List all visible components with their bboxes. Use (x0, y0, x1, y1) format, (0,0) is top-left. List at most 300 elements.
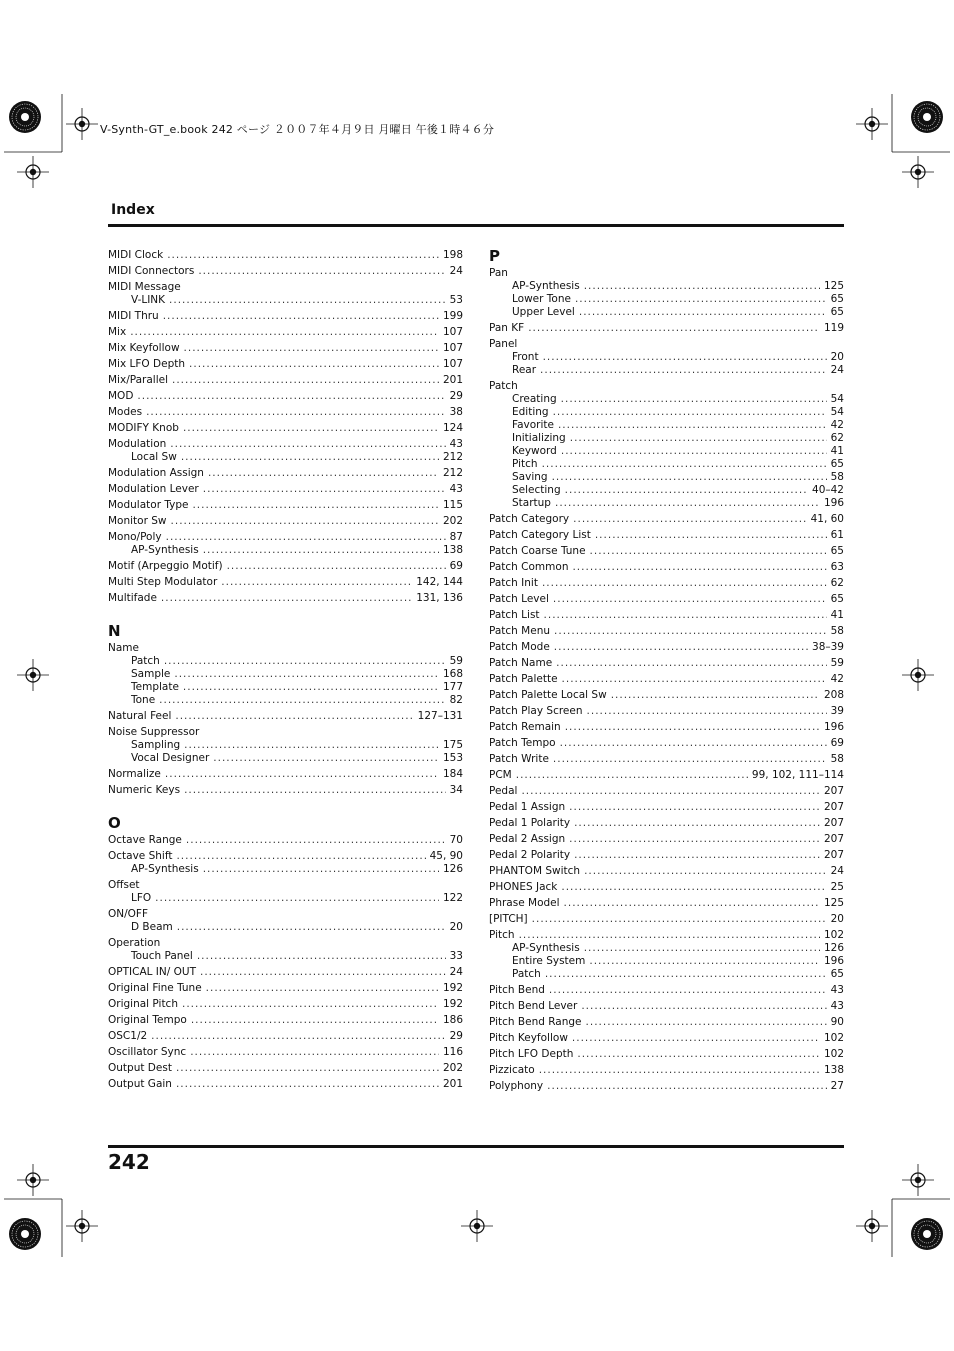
index-subentry (108, 950, 463, 962)
dot-leader (540, 364, 827, 376)
dot-leader (167, 249, 439, 261)
index-page-ref: 124 (442, 422, 463, 434)
index-page-ref: 131, 136 (416, 592, 463, 604)
dot-leader (197, 950, 446, 962)
index-term: Panel (489, 338, 518, 350)
index-entry (108, 265, 463, 277)
page-number: 242 (108, 1150, 150, 1174)
index-page-ref: 63 (830, 561, 844, 573)
index-entry (108, 326, 463, 338)
index-page-ref: 196 (823, 955, 844, 967)
index-term: Saving (512, 471, 548, 483)
index-term: PHONES Jack (489, 881, 558, 893)
index-page-ref: 142, 144 (416, 576, 463, 588)
dot-leader (584, 865, 827, 877)
index-entry (489, 322, 844, 334)
index-page-ref: 27 (830, 1080, 844, 1092)
index-page-ref: 20 (830, 351, 844, 363)
index-entry (489, 593, 844, 605)
index-term: Patch Name (489, 657, 553, 669)
dot-leader (146, 406, 446, 418)
index-page-ref: 102 (823, 1048, 844, 1060)
index-term: Sampling (131, 739, 181, 751)
section-title: Index (111, 202, 155, 218)
index-term: Original Pitch (108, 998, 178, 1010)
index-term: Patch Menu (489, 625, 551, 637)
index-entry (108, 834, 463, 846)
dot-leader (198, 265, 445, 277)
dot-leader (561, 881, 826, 893)
index-entry (489, 881, 844, 893)
index-term: Touch Panel (131, 950, 193, 962)
dot-leader (189, 358, 439, 370)
index-term: Keyword (512, 445, 557, 457)
header-rule (108, 224, 844, 227)
index-term: Upper Level (512, 306, 575, 318)
dot-leader (574, 849, 820, 861)
index-term: Multi Step Modulator (108, 576, 218, 588)
dot-leader (164, 655, 446, 667)
index-term: ON/OFF (108, 908, 149, 920)
index-term: MIDI Clock (108, 249, 164, 261)
dot-leader (589, 955, 820, 967)
index-entry (108, 531, 463, 543)
index-page-ref: 59 (449, 655, 463, 667)
index-entry (108, 998, 463, 1010)
index-entry (108, 1046, 463, 1058)
index-entry (489, 865, 844, 877)
index-page-ref: 201 (442, 1078, 463, 1090)
index-entry (108, 467, 463, 479)
index-page-ref: 54 (830, 406, 844, 418)
dot-leader (611, 689, 820, 701)
index-page-ref: 207 (823, 817, 844, 829)
index-entry (108, 358, 463, 370)
dot-leader (553, 593, 827, 605)
index-subentry (108, 739, 463, 751)
index-term: Polyphony (489, 1080, 544, 1092)
index-page-ref: 65 (830, 306, 844, 318)
index-term: Initializing (512, 432, 566, 444)
index-term: Modulation (108, 438, 167, 450)
index-page-ref: 192 (442, 998, 463, 1010)
index-entry (108, 310, 463, 322)
index-term: Front (512, 351, 539, 363)
dot-leader (184, 739, 439, 751)
index-page-ref: 53 (449, 294, 463, 306)
index-entry (108, 879, 463, 891)
index-term: [PITCH] (489, 913, 528, 925)
index-page-ref: 207 (823, 833, 844, 845)
index-subentry (489, 419, 844, 431)
index-page-ref: 212 (442, 467, 463, 479)
index-subentry (108, 655, 463, 667)
index-term: Offset (108, 879, 140, 891)
index-term: PHANTOM Switch (489, 865, 581, 877)
index-subentry (489, 968, 844, 980)
index-page-ref: 212 (442, 451, 463, 463)
index-page-ref: 177 (442, 681, 463, 693)
index-term: Original Fine Tune (108, 982, 202, 994)
index-term: Oscillator Sync (108, 1046, 187, 1058)
dot-leader (203, 863, 439, 875)
dot-leader (554, 641, 808, 653)
index-page-ref: 41 (830, 609, 844, 621)
index-page-ref: 33 (449, 950, 463, 962)
index-page-ref: 24 (830, 364, 844, 376)
index-page-ref: 199 (442, 310, 463, 322)
index-page-ref: 25 (830, 881, 844, 893)
index-entry (489, 897, 844, 909)
dot-leader (561, 445, 827, 457)
index-page-ref: 38 (449, 406, 463, 418)
index-page-ref: 168 (442, 668, 463, 680)
dot-leader (565, 721, 820, 733)
index-entry (489, 380, 844, 392)
index-subentry (489, 280, 844, 292)
index-page-ref: 58 (830, 625, 844, 637)
dot-leader (200, 966, 446, 978)
index-term: Modulation Lever (108, 483, 199, 495)
index-term: Lower Tone (512, 293, 571, 305)
dot-leader (206, 982, 439, 994)
dot-leader (554, 625, 827, 637)
index-entry (489, 267, 844, 279)
dot-leader (184, 342, 439, 354)
index-page-ref: 65 (830, 968, 844, 980)
index-page-ref: 40–42 (812, 484, 844, 496)
index-entry (489, 753, 844, 765)
index-entry (489, 737, 844, 749)
index-page-ref: 192 (442, 982, 463, 994)
footer-rule (108, 1145, 844, 1148)
index-page-ref: 43 (449, 438, 463, 450)
index-term: OPTICAL IN/ OUT (108, 966, 196, 978)
index-term: Octave Shift (108, 850, 173, 862)
index-entry (489, 769, 844, 781)
index-page-ref: 153 (442, 752, 463, 764)
index-term: Pitch Bend Range (489, 1016, 582, 1028)
index-page-ref: 65 (830, 545, 844, 557)
index-term: Favorite (512, 419, 554, 431)
dot-leader (584, 942, 820, 954)
index-page-ref: 65 (830, 593, 844, 605)
dot-leader (159, 694, 445, 706)
index-entry (108, 710, 463, 722)
index-term: Patch Category (489, 513, 570, 525)
index-term: D Beam (131, 921, 173, 933)
index-page-ref: 58 (830, 753, 844, 765)
index-page-ref: 184 (442, 768, 463, 780)
index-term: Pedal 1 Polarity (489, 817, 571, 829)
index-subentry (108, 694, 463, 706)
index-entry (108, 515, 463, 527)
dot-leader (581, 1000, 826, 1012)
index-page-ref: 198 (442, 249, 463, 261)
index-page-ref: 126 (823, 942, 844, 954)
index-page-ref: 90 (830, 1016, 844, 1028)
dot-leader (572, 561, 826, 573)
index-term: Template (131, 681, 179, 693)
index-subentry (489, 497, 844, 509)
index-term: Pedal 2 Polarity (489, 849, 571, 861)
index-term: Tone (131, 694, 156, 706)
index-page-ref: 107 (442, 342, 463, 354)
dot-leader (516, 769, 748, 781)
index-page-ref: 207 (823, 785, 844, 797)
index-term: Patch Coarse Tune (489, 545, 586, 557)
index-subentry (489, 406, 844, 418)
dot-leader (519, 929, 820, 941)
index-subentry (489, 306, 844, 318)
index-page-ref: 99, 102, 111–114 (751, 769, 844, 781)
index-entry (489, 833, 844, 845)
index-term: Rear (512, 364, 537, 376)
index-term: Motif (Arpeggio Motif) (108, 560, 223, 572)
index-entry (108, 937, 463, 949)
index-page-ref: 29 (449, 1030, 463, 1042)
dot-leader (171, 515, 439, 527)
index-term: Pitch (489, 929, 515, 941)
index-entry (489, 561, 844, 573)
index-page-ref: 65 (830, 293, 844, 305)
dot-leader (584, 280, 820, 292)
dot-leader (177, 921, 446, 933)
index-term: Vocal Designer (131, 752, 210, 764)
index-page-ref: 65 (830, 458, 844, 470)
index-entry (108, 966, 463, 978)
index-entry (489, 338, 844, 350)
index-page-ref: 87 (449, 531, 463, 543)
dot-leader (532, 913, 827, 925)
dot-leader (569, 801, 820, 813)
dot-leader (555, 497, 820, 509)
index-letter-heading: O (108, 814, 121, 832)
index-entry (489, 929, 844, 941)
dot-leader (565, 484, 808, 496)
index-entry (489, 705, 844, 717)
index-term: MODIFY Knob (108, 422, 179, 434)
index-page-ref: 125 (823, 280, 844, 292)
index-page-ref: 42 (830, 419, 844, 431)
dot-leader (572, 1032, 820, 1044)
dot-leader (190, 1046, 439, 1058)
index-page-ref: 24 (449, 966, 463, 978)
index-term: Patch Common (489, 561, 569, 573)
index-subentry (108, 451, 463, 463)
index-term: Mix (108, 326, 127, 338)
index-subentry (489, 471, 844, 483)
dot-leader (586, 1016, 827, 1028)
index-term: Patch Category List (489, 529, 591, 541)
index-term: Monitor Sw (108, 515, 167, 527)
dot-leader (543, 351, 827, 363)
dot-leader (544, 609, 827, 621)
dot-leader (595, 529, 827, 541)
index-page-ref: 69 (449, 560, 463, 572)
index-subentry (489, 484, 844, 496)
index-column-left (108, 247, 463, 1090)
index-page-ref: 208 (823, 689, 844, 701)
dot-leader (569, 833, 820, 845)
index-entry (489, 721, 844, 733)
index-entry (108, 499, 463, 511)
dot-leader (521, 785, 820, 797)
dot-leader (175, 710, 413, 722)
index-page-ref: 54 (830, 393, 844, 405)
index-entry (489, 785, 844, 797)
index-subentry (108, 544, 463, 556)
index-term: AP-Synthesis (512, 280, 580, 292)
dot-leader (590, 545, 827, 557)
dot-leader (174, 668, 439, 680)
index-entry (108, 390, 463, 402)
index-page-ref: 115 (442, 499, 463, 511)
dot-leader (183, 422, 439, 434)
index-page-ref: 207 (823, 849, 844, 861)
index-subentry (489, 364, 844, 376)
index-term: Startup (512, 497, 551, 509)
index-subentry (108, 681, 463, 693)
index-entry (489, 545, 844, 557)
index-subentry (108, 294, 463, 306)
index-entry (108, 726, 463, 738)
index-page-ref: 45, 90 (429, 850, 463, 862)
index-page-ref: 102 (823, 929, 844, 941)
index-term: Entire System (512, 955, 586, 967)
index-page-ref: 196 (823, 497, 844, 509)
dot-leader (176, 1062, 439, 1074)
index-page-ref: 196 (823, 721, 844, 733)
dot-leader (130, 326, 439, 338)
index-term: Creating (512, 393, 557, 405)
index-term: Patch Palette Local Sw (489, 689, 607, 701)
dot-leader (573, 513, 806, 525)
dot-leader (166, 531, 446, 543)
dot-leader (172, 374, 439, 386)
index-term: Pitch Keyfollow (489, 1032, 568, 1044)
index-page-ref: 41 (830, 445, 844, 457)
index-term: Patch Tempo (489, 737, 556, 749)
index-term: PCM (489, 769, 512, 781)
index-subentry (489, 955, 844, 967)
index-entry (108, 422, 463, 434)
index-entry (489, 625, 844, 637)
index-term: Patch Mode (489, 641, 550, 653)
dot-leader (208, 467, 439, 479)
index-term: Numeric Keys (108, 784, 181, 796)
dot-leader (539, 1064, 820, 1076)
index-entry (489, 1048, 844, 1060)
index-term: Modes (108, 406, 143, 418)
index-subentry (489, 293, 844, 305)
index-term: Pedal 2 Assign (489, 833, 566, 845)
index-page-ref: 24 (449, 265, 463, 277)
index-subentry (108, 892, 463, 904)
index-term: LFO (131, 892, 152, 904)
index-term: Patch List (489, 609, 540, 621)
index-subentry (489, 445, 844, 457)
dot-leader (560, 737, 827, 749)
index-term: Original Tempo (108, 1014, 187, 1026)
index-page-ref: 82 (449, 694, 463, 706)
index-term: Natural Feel (108, 710, 172, 722)
index-term: OSC1/2 (108, 1030, 148, 1042)
index-page-ref: 102 (823, 1032, 844, 1044)
index-term: MOD (108, 390, 134, 402)
index-term: Normalize (108, 768, 161, 780)
dot-leader (547, 1080, 826, 1092)
index-page-ref: 186 (442, 1014, 463, 1026)
index-term: Patch Level (489, 593, 549, 605)
dot-leader (203, 483, 446, 495)
index-entry (489, 984, 844, 996)
dot-leader (176, 1078, 439, 1090)
index-term: Patch (489, 380, 518, 392)
index-page-ref: 125 (823, 897, 844, 909)
dot-leader (562, 673, 827, 685)
index-term: MIDI Message (108, 281, 181, 293)
index-term: Pizzicato (489, 1064, 535, 1076)
index-subentry (108, 668, 463, 680)
index-term: Patch Remain (489, 721, 561, 733)
index-page-ref: 116 (442, 1046, 463, 1058)
index-term: Editing (512, 406, 549, 418)
dot-leader (575, 293, 827, 305)
index-entry (108, 592, 463, 604)
dot-leader (137, 390, 445, 402)
index-term: MIDI Connectors (108, 265, 195, 277)
dot-leader (169, 294, 446, 306)
index-subentry (108, 752, 463, 764)
index-letter-heading: P (489, 247, 500, 265)
index-entry (489, 1080, 844, 1092)
index-entry (108, 1030, 463, 1042)
index-entry (489, 913, 844, 925)
index-entry (108, 406, 463, 418)
index-page-ref: 202 (442, 515, 463, 527)
index-page-ref: 138 (442, 544, 463, 556)
index-entry (489, 817, 844, 829)
index-term: Modulator Type (108, 499, 189, 511)
index-term: Pitch Bend (489, 984, 545, 996)
index-entry (489, 609, 844, 621)
print-slug: V-Synth-GT_e.book 242 ページ ２００７年４月９日 月曜日 午後１時４６分 (100, 123, 495, 136)
index-subentry (489, 351, 844, 363)
index-entry (489, 1064, 844, 1076)
index-entry (108, 1014, 463, 1026)
index-page-ref: 20 (830, 913, 844, 925)
index-page-ref: 41, 60 (810, 513, 844, 525)
index-page-ref: 62 (830, 577, 844, 589)
index-term: Pan KF (489, 322, 525, 334)
index-entry (108, 850, 463, 862)
dot-leader (203, 544, 439, 556)
index-entry (108, 342, 463, 354)
index-term: Mix Keyfollow (108, 342, 180, 354)
index-entry (108, 249, 463, 261)
index-term: Multifade (108, 592, 157, 604)
dot-leader (192, 499, 438, 511)
dot-leader (542, 458, 827, 470)
index-term: Output Dest (108, 1062, 172, 1074)
dot-leader (558, 419, 827, 431)
index-subentry (108, 921, 463, 933)
dot-leader (553, 753, 827, 765)
index-page-ref: 201 (442, 374, 463, 386)
index-page-ref: 202 (442, 1062, 463, 1074)
index-column-right (489, 247, 844, 1092)
